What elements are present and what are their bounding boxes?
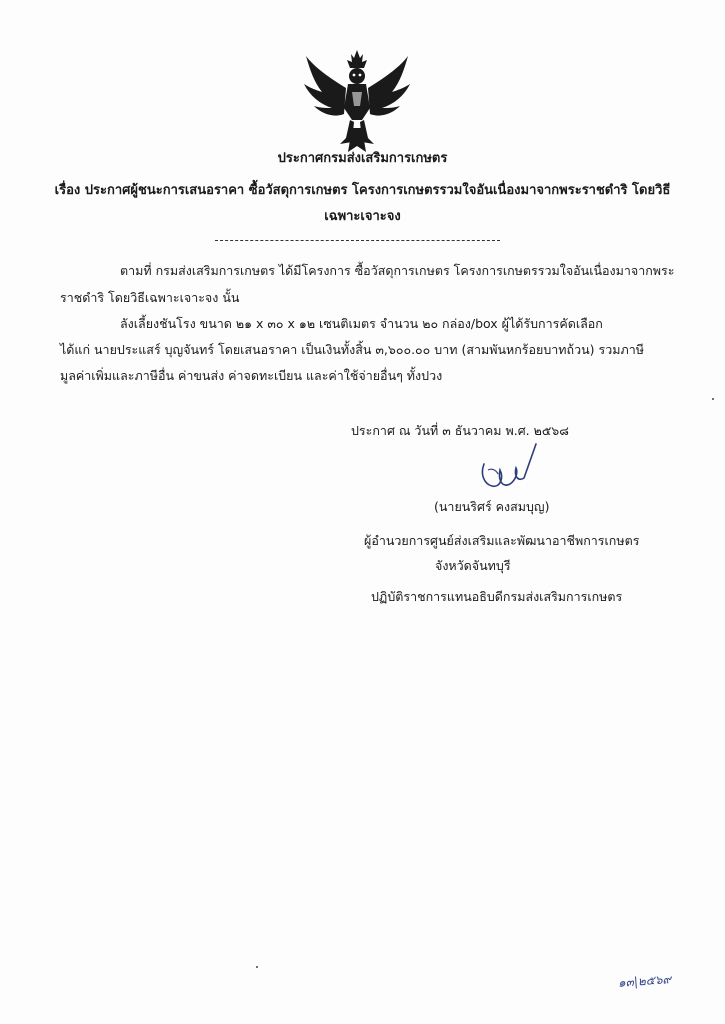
scan-speck [712,398,714,400]
garuda-emblem-icon [300,48,415,158]
announcement-subject-continued: เฉพาะเจาะจง [324,209,401,224]
body-paragraph-1-cont: ราชดำริ โดยวิธีเฉพาะเจาะจง นั้น [60,290,240,305]
body-paragraph-1: ตามที่ กรมส่งเสริมการเกษตร ได้มีโครงการ ซื้อวัสดุการเกษตร โครงการเกษตรรวมใจอันเนื่องมาจากพระ [120,263,675,278]
body-paragraph-2-end: มูลค่าเพิ่มและภาษีอื่น ค่าขนส่ง ค่าจดทะเบียน และค่าใช้จ่ายอื่นๆ ทั้งปวง [60,368,443,383]
signer-province: จังหวัดจันทบุรี [435,558,511,573]
body-paragraph-2-cont: ได้แก่ นายประแสร์ บุญจันทร์ โดยเสนอราคา เป็นเงินทั้งสิ้น ๓,๖๐๐.๐๐ บาท (สามพันหกร้อยบาทถ้วน) รวมภาษี [60,342,645,357]
body-paragraph-2: ลังเลี้ยงชันโรง ขนาด ๒๑ x ๓๐ x ๑๒ เซนติเมตร จำนวน ๒๐ กล่อง/box ผู้ได้รับการคัดเลือก [120,316,603,331]
announcement-date: ประกาศ ณ วันที่ ๓ ธันวาคม พ.ศ. ๒๕๖๘ [351,423,569,438]
signature-icon [470,440,540,495]
handwritten-reference-note: ๑๓|๒๕๖๙ [617,972,672,990]
dashed-divider [215,240,500,241]
announcement-subject: เรื่อง ประกาศผู้ชนะการเสนอราคา ซื้อวัสดุการเกษตร โครงการเกษตรรวมใจอันเนื่องมาจากพระราชดำริ โดยวิธี [54,183,671,198]
signer-acting-for: ปฏิบัติราชการแทนอธิบดีกรมส่งเสริมการเกษตร [371,589,623,604]
announcement-title: ประกาศกรมส่งเสริมการเกษตร [277,151,448,166]
signer-position: ผู้อำนวยการศูนย์ส่งเสริมและพัฒนาอาชีพการเกษตร [364,533,640,548]
signer-name: (นายนริศร์ คงสมบุญ) [434,499,550,514]
scan-speck [256,966,258,968]
